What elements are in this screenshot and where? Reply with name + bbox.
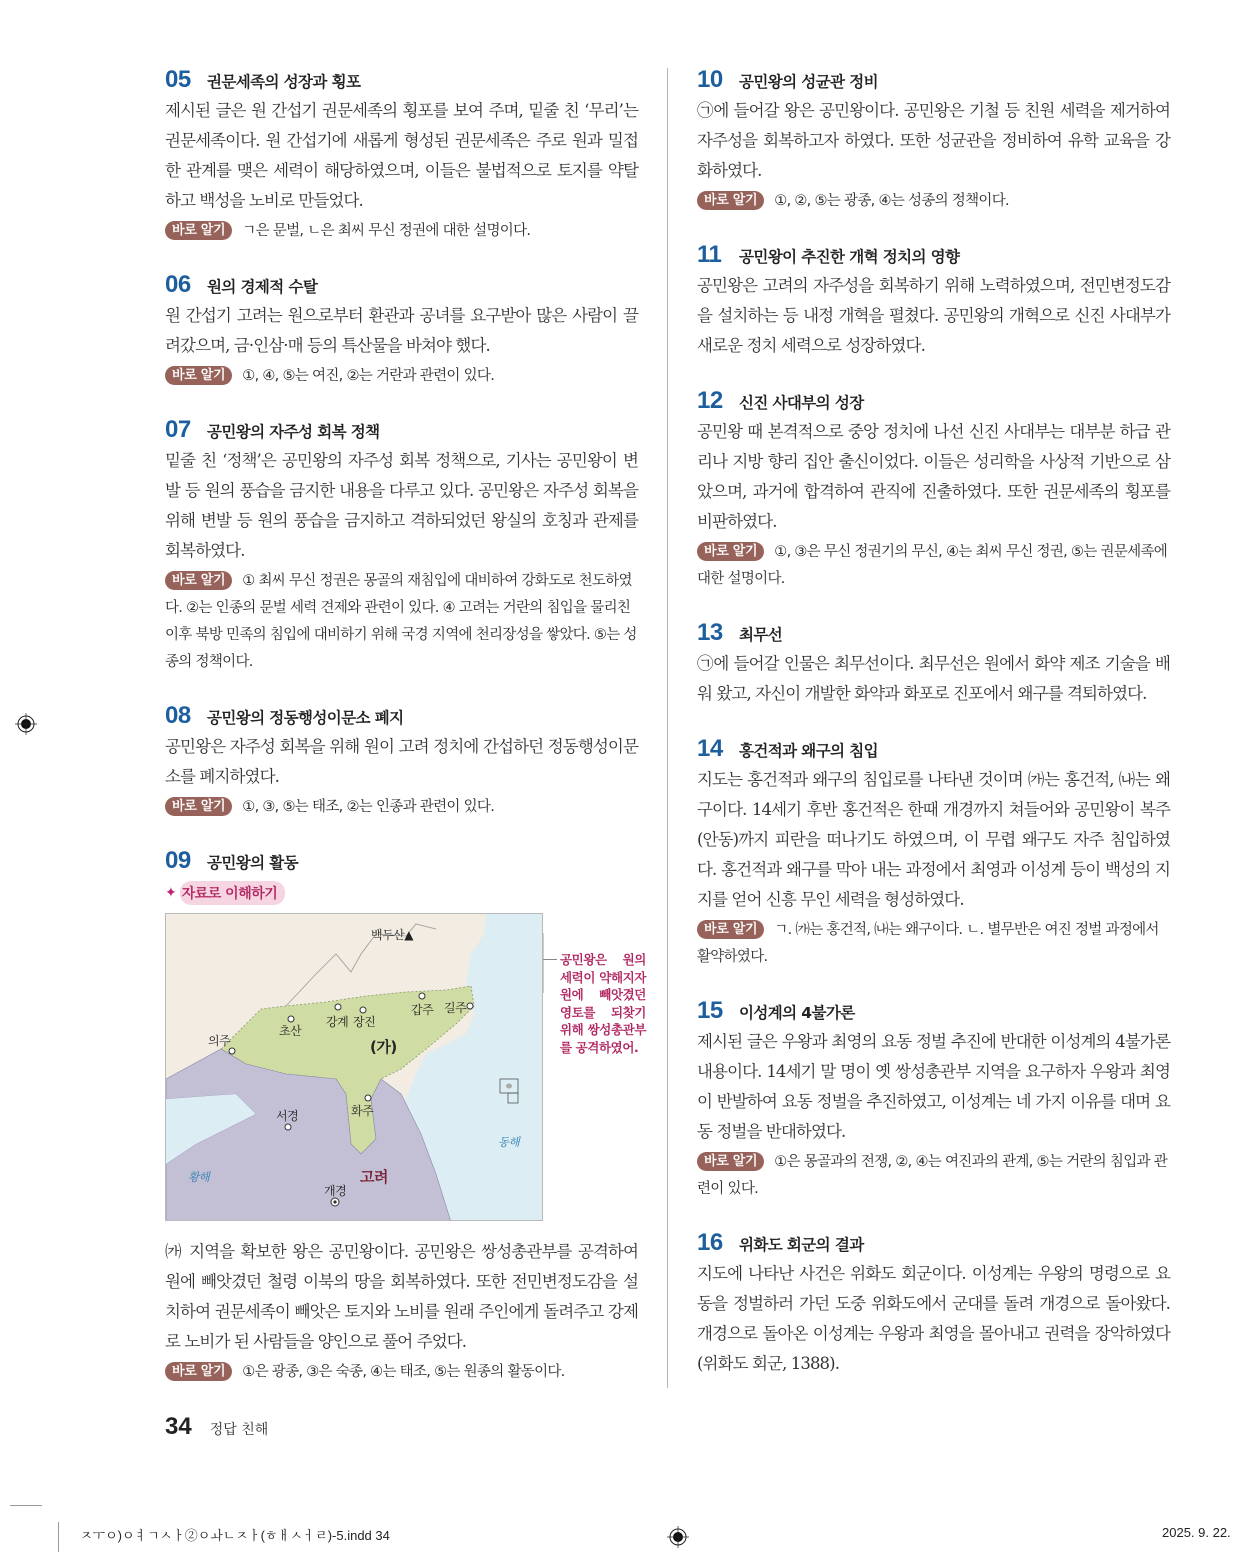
map-label-goryeo: 고려	[360, 1168, 388, 1186]
section-body: 공민왕은 고려의 자주성을 회복하기 위해 노력하였으며, 전민변정도감을 설치하는 등 내정 개혁을 펼쳤다. 공민왕의 개혁으로 신진 사대부가 새로운 정치 세력으로 성장하였다.	[697, 276, 1170, 355]
map-label-gapju: 갑주	[411, 1003, 434, 1017]
section-body: 밑줄 친 ‘정책’은 공민왕의 자주성 회복 정책으로, 기사는 공민왕이 변발 등 원의 풍습을 금지한 내용을 다루고 있다. 공민왕은 자주성 회복을 위해 변발 등 원의 풍습을 금지하고 격하되었던 왕실의 호칭과 관제를 회복하였다.	[165, 451, 638, 560]
map-label-jangjin: 장진	[353, 1015, 376, 1029]
answer-text: ①, ②, ⑤는 광종, ④는 성종의 정책이다.	[774, 193, 1009, 209]
map-graphic	[166, 914, 543, 1221]
map-label-hwaju: 화주	[351, 1104, 374, 1118]
section-body: ㉠에 들어갈 왕은 공민왕이다. 공민왕은 기철 등 친원 세력을 제거하여 자주성을 회복하고자 하였다. 또한 성균관을 정비하여 유학 교육을 강화하였다.	[697, 101, 1170, 180]
left-column	[165, 66, 646, 1412]
section-body: 공민왕 때 본격적으로 중앙 정치에 나선 신진 사대부는 대부분 하급 관리나 지방 향리 집안 출신이었다. 이들은 성리학을 사상적 기반으로 삼았으며, 과거에 합격하여 관직에 진출하였다. 또한 권문세족의 횡포를 비판하였다.	[697, 422, 1170, 531]
section-12	[697, 387, 1170, 593]
section-number: 07	[165, 416, 191, 443]
section-number: 10	[697, 66, 723, 93]
map-label-baekdusan: 백두산▲	[371, 928, 414, 942]
section-13	[697, 619, 1170, 709]
section-06	[165, 271, 638, 390]
section-title: 공민왕의 자주성 회복 정책	[207, 423, 380, 441]
page-footer	[165, 1413, 268, 1441]
map-callout: 공민왕은 원의 세력이 약해지자 원에 빼앗겼던 영토를 되찾기 위해 쌍성총관부를 공격하였어.	[560, 952, 646, 1055]
map-label-uiju: 의주	[208, 1034, 231, 1048]
section-body: 제시된 글은 우왕과 최영의 요동 정벌 추진에 반대한 이성계의 4불가론 내용이다. 14세기 말 명이 옛 쌍성총관부 지역을 요구하자 우왕과 최영이 반발하여 요동 정벌을 추진하였고, 이성계는 네 가지 이유를 대며 요동 정벌을 반대하였다.	[697, 1032, 1170, 1141]
section-title: 신진 사대부의 성장	[739, 394, 864, 412]
data-understanding-tag	[165, 881, 285, 905]
answer-badge: 바로 알기	[165, 1362, 232, 1381]
right-column	[697, 66, 1170, 1405]
map-label-ga-region: (가)	[370, 1038, 397, 1056]
section-title: 위화도 회군의 결과	[739, 1236, 864, 1254]
map-label-yellow-sea: 황해	[188, 1170, 210, 1184]
answer-note	[165, 568, 638, 676]
section-number: 05	[165, 66, 191, 93]
answer-text: ①, ③, ⑤는 태조, ②는 인종과 관련이 있다.	[242, 799, 495, 815]
column-divider	[667, 68, 668, 1388]
section-10	[697, 66, 1170, 215]
section-number: 15	[697, 997, 723, 1024]
map-figure	[165, 913, 646, 1221]
goryeo-map	[165, 913, 543, 1221]
answer-text: ㄱ. ㈎는 홍건적, ㈏는 왜구이다. ㄴ. 별무반은 여진 정벌 과정에서 활약하였다.	[697, 922, 1159, 965]
answer-badge: 바로 알기	[697, 1152, 764, 1171]
section-11	[697, 241, 1170, 361]
answer-badge: 바로 알기	[697, 191, 764, 210]
registration-mark-icon	[667, 1526, 689, 1548]
answer-badge: 바로 알기	[697, 542, 764, 561]
section-title: 홍건적과 왜구의 침입	[739, 742, 878, 760]
map-label-gaegyeong: 개경	[324, 1184, 347, 1198]
answer-text: ①은 광종, ③은 숙종, ④는 태조, ⑤는 원종의 활동이다.	[242, 1364, 565, 1380]
section-body: ㈎ 지역을 확보한 왕은 공민왕이다. 공민왕은 쌍성총관부를 공격하여 원에 빼앗겼던 철령 이북의 땅을 회복하였다. 또한 전민변정도감을 설치하여 권문세족이 빼앗은 토지와 노비를 원래 주인에게 돌려주고 강제로 노비가 된 사람들을 양인으로 풀어 주었다.	[165, 1242, 638, 1351]
section-body: ㉠에 들어갈 인물은 최무선이다. 최무선은 원에서 화약 제조 기술을 배워 왔고, 자신이 개발한 화약과 화포로 진포에서 왜구를 격퇴하였다.	[697, 654, 1170, 703]
answer-text: ㄱ은 문벌, ㄴ은 최씨 무신 정권에 대한 설명이다.	[242, 223, 531, 239]
answer-note	[165, 1359, 638, 1386]
section-title: 공민왕이 추진한 개혁 정치의 영향	[739, 248, 960, 266]
callout-divider	[543, 933, 544, 993]
answer-note	[697, 917, 1170, 971]
section-09	[165, 847, 646, 1386]
section-title: 최무선	[739, 626, 783, 644]
page-label: 정답 친해	[209, 1422, 269, 1438]
section-number: 12	[697, 387, 723, 414]
section-body: 제시된 글은 원 간섭기 권문세족의 횡포를 보여 주며, 밑줄 친 ‘무리’는 권문세족이다. 원 간섭기에 새롭게 형성된 권문세족은 주로 원과 밀접한 관계를 맺은 세력이 해당하였으며, 이들은 불법적으로 토지를 약탈하고 백성을 노비로 만들었다.	[165, 101, 638, 210]
section-title: 공민왕의 활동	[207, 854, 299, 872]
sparkle-icon: ✦	[165, 885, 177, 901]
answer-text: ①, ③은 무신 정권기의 무신, ④는 최씨 무신 정권, ⑤는 권문세족에 대한 설명이다.	[697, 544, 1168, 587]
section-number: 06	[165, 271, 191, 298]
answer-note	[165, 363, 638, 390]
map-label-gilju: 길주	[444, 1001, 467, 1015]
section-body: 지도는 홍건적과 왜구의 침입로를 나타낸 것이며 ㈎는 홍건적, ㈏는 왜구이다. 14세기 후반 홍건적은 한때 개경까지 쳐들어와 공민왕이 복주(안동)까지 피란을 떠나기도 하였으며, 이 무렵 왜구도 자주 침입하였다. 홍건적과 왜구를 막아 내는 과정에서 최영과 이성계 등이 백성의 지지를 얻어 신흥 무인 세력을 형성하였다.	[697, 770, 1170, 909]
section-05	[165, 66, 638, 245]
answer-badge: 바로 알기	[697, 920, 764, 939]
answer-badge: 바로 알기	[165, 797, 232, 816]
answer-text: ①, ④, ⑤는 여진, ②는 거란과 관련이 있다.	[242, 368, 495, 384]
section-number: 09	[165, 847, 191, 874]
slug-filename: ㅈㅜㅇ)ㅇㅕㄱㅅㅏ②ㅇㅘㄴㅈㅏ(ㅎㅐㅅㅓㄹ)-5.indd 34	[80, 1528, 390, 1543]
map-label-seogyeong: 서경	[276, 1109, 299, 1123]
section-07	[165, 416, 638, 676]
section-number: 13	[697, 619, 723, 646]
slug-date: 2025. 9. 22.	[1162, 1525, 1231, 1540]
map-label-chosan: 초산	[279, 1024, 302, 1038]
section-number: 16	[697, 1229, 723, 1256]
answer-badge: 바로 알기	[165, 366, 232, 385]
section-body: 공민왕은 자주성 회복을 위해 원이 고려 정치에 간섭하던 정동행성이문소를 폐지하였다.	[165, 737, 638, 786]
section-number: 14	[697, 735, 723, 762]
section-title: 공민왕의 정동행성이문소 폐지	[207, 709, 404, 727]
map-label-east-sea: 동해	[498, 1135, 520, 1149]
answer-note	[697, 539, 1170, 593]
section-16	[697, 1229, 1170, 1379]
answer-note	[697, 188, 1170, 215]
answer-note	[165, 794, 638, 821]
section-15	[697, 997, 1170, 1203]
section-title: 권문세족의 성장과 횡포	[207, 73, 361, 91]
map-label-ganggye: 강계	[326, 1015, 349, 1029]
answer-note	[165, 218, 638, 245]
section-title: 공민왕의 성균관 정비	[739, 73, 878, 91]
callout-leader-line	[543, 959, 557, 960]
answer-badge: 바로 알기	[165, 571, 232, 590]
section-title: 이성계의 4불가론	[739, 1004, 855, 1022]
answer-text: ①은 몽골과의 전쟁, ②, ④는 여진과의 관계, ⑤는 거란의 침입과 관련이 있다.	[697, 1154, 1168, 1197]
page-number: 34	[165, 1413, 192, 1440]
section-number: 08	[165, 702, 191, 729]
section-14	[697, 735, 1170, 971]
crop-mark	[10, 1505, 42, 1506]
tag-label: 자료로 이해하기	[180, 881, 286, 905]
crop-mark	[58, 1522, 59, 1552]
section-body: 지도에 나타난 사건은 위화도 회군이다. 이성계는 우왕의 명령으로 요동을 정벌하러 가던 도중 위화도에서 군대를 돌려 개경으로 돌아왔다. 개경으로 돌아온 이성계는 우왕과 최영을 몰아내고 권력을 장악하였다(위화도 회군, 1388).	[697, 1264, 1170, 1373]
answer-text: ① 최씨 무신 정권은 몽골의 재침입에 대비하여 강화도로 천도하였다. ②는 인종의 문벌 세력 견제와 관련이 있다. ④ 고려는 거란의 침입을 물리친 이후 북방 민족의 침입에 대비하기 위해 국경 지역에 천리장성을 쌓았다. ⑤는 성종의 정책이다.	[165, 573, 637, 670]
registration-mark-icon	[15, 713, 37, 735]
answer-note	[697, 1149, 1170, 1203]
section-number: 11	[697, 241, 722, 268]
section-body: 원 간섭기 고려는 원으로부터 환관과 공녀를 요구받아 많은 사람이 끌려갔으며, 금·인삼·매 등의 특산물을 바쳐야 했다.	[165, 306, 638, 355]
section-08	[165, 702, 638, 821]
answer-badge: 바로 알기	[165, 221, 232, 240]
section-title: 원의 경제적 수탈	[207, 278, 318, 296]
